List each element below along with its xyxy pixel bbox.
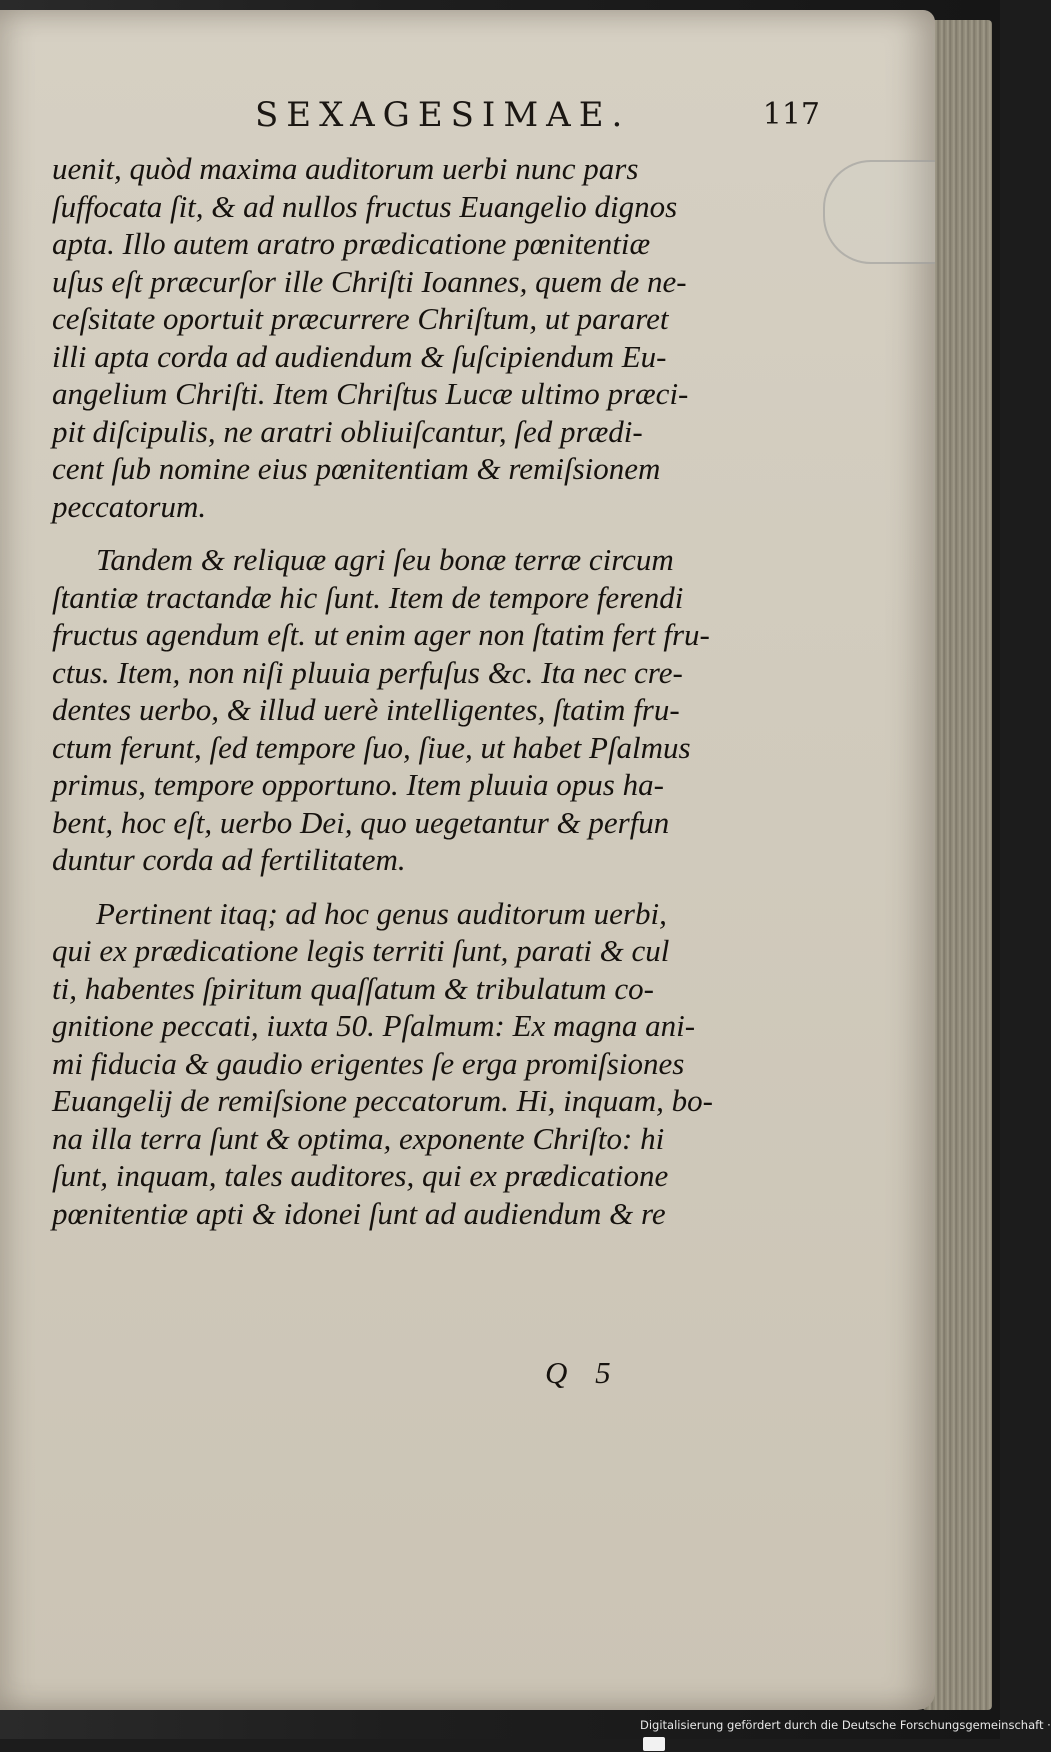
- text-line: ctus. Item, non niſi pluuia perfuſus &c. Ita nec cre-: [52, 654, 683, 690]
- page-header: [60, 95, 940, 145]
- text-line: qui ex prædicatione legis territi ſunt, parati & cul: [52, 933, 670, 968]
- text-line: Pertinent itaq; ad hoc genus auditorum uerbi,: [96, 895, 667, 931]
- text-line: uſus eſt præcurſor ille Chriſti Ioannes, quem de ne-: [52, 263, 687, 299]
- clip-holder: [823, 160, 935, 264]
- text-line: Tandem & reliquæ agri ſeu bonæ terræ circum: [96, 542, 674, 577]
- text-line: primus, tempore opportuno. Item pluuia opus ha-: [52, 767, 664, 802]
- credit-text: Digitalisierung gefördert durch die Deutsche Forschungsgemeinschaft ·: [640, 1718, 1051, 1732]
- text-line: peccatorum.: [52, 488, 207, 524]
- dfg-logo-icon: [643, 1737, 665, 1751]
- text-line: pit diſcipulis, ne aratri obliuiſcantur, ſed prædi-: [52, 413, 643, 449]
- catchword-signature: Q 5: [545, 1355, 621, 1390]
- text-line: angelium Chriſti. Item Chriſtus Lucæ ultimo præci-: [52, 376, 689, 411]
- paragraph-2: [52, 541, 752, 879]
- text-line: fructus agendum eſt. ut enim ager non ſtatim fert fru-: [52, 617, 710, 652]
- body-text: [52, 150, 752, 1232]
- text-line: ſuffocata ſit, & ad nullos fructus Euangelio dignos: [52, 188, 678, 224]
- text-line: Euangelij de remiſsione peccatorum. Hi, inquam, bo-: [52, 1083, 713, 1118]
- text-line: cent ſub nomine eius pœnitentiam & remiſsionem: [52, 451, 661, 486]
- text-line: ceſsitate oportuit præcurrere Chriſtum, ut pararet: [52, 301, 669, 336]
- text-line: na illa terra ſunt & optima, exponente Chriſto: hi: [52, 1120, 665, 1156]
- text-line: ſtantiæ tractandæ hic ſunt. Item de tempore ferendi: [52, 579, 684, 615]
- page-number: 117: [762, 97, 820, 132]
- text-line: mi fiducia & gaudio erigentes ſe erga promiſsiones: [52, 1045, 685, 1081]
- text-line: apta. Illo autem aratro prædicatione pœnitentiæ: [52, 226, 651, 261]
- paragraph-3: [52, 895, 752, 1233]
- text-line: bent, hoc eſt, uerbo Dei, quo uegetantur & perfun: [52, 804, 670, 840]
- text-line: illi apta corda ad audiendum & ſuſcipiendum Eu-: [52, 338, 667, 374]
- running-head: SEXAGESIMAE.: [255, 95, 631, 135]
- text-line: duntur corda ad fertilitatem.: [52, 842, 406, 877]
- digitization-credit: [640, 1714, 1051, 1736]
- book-page: [0, 10, 935, 1710]
- text-line: ſunt, inquam, tales auditores, qui ex prædicatione: [52, 1158, 669, 1193]
- text-line: uenit, quòd maxima auditorum uerbi nunc pars: [52, 151, 639, 186]
- paragraph-1: [52, 150, 752, 525]
- text-line: ctum ferunt, ſed tempore ſuo, ſiue, ut habet Pſalmus: [52, 729, 691, 765]
- text-line: pœnitentiæ apti & idonei ſunt ad audiendum & re: [52, 1195, 666, 1231]
- text-line: ti, habentes ſpiritum quaſſatum & tribulatum co-: [52, 970, 654, 1006]
- text-line: dentes uerbo, & illud uerè intelligentes, ſtatim fru-: [52, 692, 680, 727]
- text-line: gnitione peccati, iuxta 50. Pſalmum: Ex magna ani-: [52, 1008, 696, 1043]
